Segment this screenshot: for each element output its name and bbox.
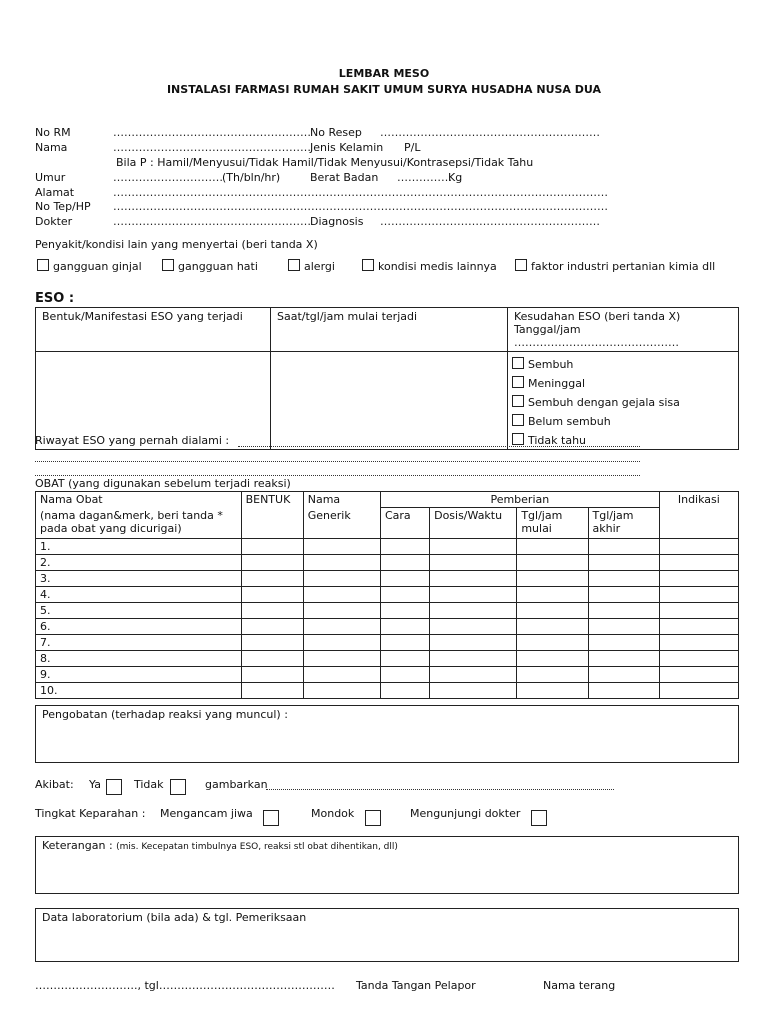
akibat-tidak-checkbox[interactable]	[170, 779, 186, 795]
obat-cell[interactable]	[430, 618, 517, 634]
obat-cell[interactable]	[430, 538, 517, 554]
checkbox-icon[interactable]	[162, 259, 174, 271]
dokter-field[interactable]: ………………………………………………	[113, 215, 311, 228]
bila-p-options[interactable]: Bila P : Hamil/Menyusui/Tidak Hamil/Tidak Menyusui/Kontrasepsi/Tidak Tahu	[116, 156, 534, 169]
alamat-field[interactable]: ………………………………………………………………………………………………………………………	[113, 186, 608, 199]
institution-name: INSTALASI FARMASI RUMAH SAKIT UMUM SURYA HUSADHA NUSA DUA	[166, 83, 602, 96]
keparahan-opt3-checkbox[interactable]	[531, 810, 547, 826]
form-title: LEMBAR MESO	[338, 67, 430, 80]
no-tep-field[interactable]: ………………………………………………………………………………………………………………………	[113, 200, 608, 213]
obat-cell[interactable]	[241, 586, 303, 602]
obat-cell[interactable]	[517, 586, 588, 602]
keparahan-opt1-label: Mengancam jiwa	[160, 807, 253, 820]
obat-cell[interactable]	[517, 666, 588, 682]
obat-cell[interactable]	[241, 602, 303, 618]
obat-cell[interactable]	[659, 618, 738, 634]
obat-row-number[interactable]: 5.	[36, 602, 242, 618]
no-resep-label: No Resep	[310, 126, 362, 139]
obat-cell[interactable]	[430, 570, 517, 586]
obat-cell[interactable]	[430, 650, 517, 666]
outcome-tidak-tahu[interactable]: Tidak tahu	[512, 433, 732, 447]
obat-cell[interactable]	[430, 586, 517, 602]
berat-badan-field[interactable]: ……………	[397, 171, 452, 184]
tgl-field[interactable]: ………………………., tgl…………………………………………	[35, 979, 335, 992]
obat-row	[36, 602, 739, 618]
obat-cell[interactable]	[303, 602, 380, 618]
col-cara: Cara	[380, 508, 429, 539]
gambarkan-field[interactable]	[266, 789, 614, 790]
obat-row	[36, 634, 739, 650]
obat-cell[interactable]	[241, 538, 303, 554]
obat-cell[interactable]	[659, 634, 738, 650]
obat-cell[interactable]	[430, 554, 517, 570]
col-pemberian: Pemberian	[380, 492, 659, 508]
tanda-tangan-label: Tanda Tangan Pelapor	[356, 979, 476, 992]
eso-col-saat: Saat/tgl/jam mulai terjadi	[271, 308, 508, 352]
obat-cell[interactable]	[588, 666, 659, 682]
obat-cell[interactable]	[659, 602, 738, 618]
obat-cell[interactable]	[380, 570, 429, 586]
obat-cell[interactable]	[303, 570, 380, 586]
obat-cell[interactable]	[380, 554, 429, 570]
tanggal-label: Tanggal/jam	[514, 323, 581, 336]
nama-label: Nama	[35, 141, 68, 154]
umur-field[interactable]: …………………………	[113, 171, 223, 184]
obat-cell[interactable]	[380, 666, 429, 682]
obat-cell[interactable]	[517, 650, 588, 666]
obat-cell[interactable]	[241, 570, 303, 586]
checkbox-icon[interactable]	[512, 376, 524, 388]
obat-cell[interactable]	[303, 682, 380, 698]
umur-label: Umur	[35, 171, 66, 184]
obat-cell[interactable]	[241, 554, 303, 570]
obat-table	[35, 491, 739, 699]
checkbox-icon[interactable]	[515, 259, 527, 271]
obat-row-number[interactable]: 7.	[36, 634, 242, 650]
checkbox-icon[interactable]	[37, 259, 49, 271]
riwayat-line-3[interactable]	[35, 475, 640, 476]
obat-cell[interactable]	[380, 634, 429, 650]
outcome-sembuh-gejala[interactable]: Sembuh dengan gejala sisa	[512, 395, 732, 409]
obat-cell[interactable]	[659, 538, 738, 554]
eso-heading: ESO :	[35, 291, 75, 306]
keparahan-opt1-checkbox[interactable]	[263, 810, 279, 826]
obat-cell[interactable]	[517, 570, 588, 586]
akibat-label: Akibat:	[35, 778, 74, 791]
col-tgl-mulai: Tgl/jam mulai	[517, 508, 588, 539]
eso-saat-cell[interactable]	[271, 352, 508, 450]
no-rm-field[interactable]: ………………………………………………	[113, 126, 311, 139]
obat-cell[interactable]	[303, 618, 380, 634]
obat-row-number[interactable]: 2.	[36, 554, 242, 570]
akibat-ya-checkbox[interactable]	[106, 779, 122, 795]
diagnosis-label: Diagnosis	[310, 215, 364, 228]
col-bentuk: BENTUK	[241, 492, 303, 508]
obat-cell[interactable]	[380, 682, 429, 698]
obat-cell[interactable]	[430, 634, 517, 650]
umur-unit: (Th/bln/hr)	[222, 171, 281, 184]
obat-cell[interactable]	[303, 538, 380, 554]
obat-cell[interactable]	[430, 682, 517, 698]
obat-cell[interactable]	[517, 602, 588, 618]
obat-cell[interactable]	[517, 682, 588, 698]
pengobatan-label: Pengobatan (terhadap reaksi yang muncul) :	[42, 708, 288, 721]
nama-terang-label: Nama terang	[543, 979, 616, 992]
obat-row	[36, 618, 739, 634]
option-gangguan-hati[interactable]: gangguan hati	[162, 259, 258, 273]
obat-row-number[interactable]: 3.	[36, 570, 242, 586]
col-nama-obat-note: (nama dagan&merk, beri tanda * pada obat yang dicurigai)	[36, 508, 242, 539]
obat-cell[interactable]	[588, 682, 659, 698]
obat-cell[interactable]	[659, 650, 738, 666]
checkbox-icon[interactable]	[512, 395, 524, 407]
obat-row	[36, 682, 739, 698]
obat-cell[interactable]	[659, 554, 738, 570]
obat-cell[interactable]	[380, 602, 429, 618]
obat-heading: OBAT (yang digunakan sebelum terjadi reaksi)	[35, 477, 291, 490]
col-indikasi: Indikasi	[659, 492, 738, 508]
obat-row	[36, 570, 739, 586]
no-rm-label: No RM	[35, 126, 71, 139]
obat-cell[interactable]	[659, 570, 738, 586]
obat-cell[interactable]	[588, 538, 659, 554]
obat-cell[interactable]	[303, 634, 380, 650]
option-alergi[interactable]: alergi	[288, 259, 335, 273]
akibat-ya-label: Ya	[89, 778, 101, 791]
obat-cell[interactable]	[380, 618, 429, 634]
obat-row-number[interactable]: 8.	[36, 650, 242, 666]
obat-cell[interactable]	[241, 618, 303, 634]
col-nama-generik-1: Nama	[303, 492, 380, 508]
penyakit-label: Penyakit/kondisi lain yang menyertai (beri tanda X)	[35, 238, 318, 251]
checkbox-icon[interactable]	[362, 259, 374, 271]
diagnosis-field[interactable]: ……………………………………………………	[380, 215, 600, 228]
jenis-kelamin-value[interactable]: P/L	[404, 141, 421, 154]
berat-badan-unit: Kg	[448, 171, 463, 184]
obat-cell[interactable]	[517, 538, 588, 554]
col-nama-generik-2: Generik	[303, 508, 380, 539]
obat-cell[interactable]	[588, 586, 659, 602]
obat-row	[36, 538, 739, 554]
obat-cell[interactable]	[241, 682, 303, 698]
obat-cell[interactable]	[588, 554, 659, 570]
obat-row-number[interactable]: 10.	[36, 682, 242, 698]
obat-cell[interactable]	[430, 666, 517, 682]
obat-cell[interactable]	[588, 650, 659, 666]
obat-cell[interactable]	[303, 650, 380, 666]
keterangan-note: (mis. Kecepatan timbulnya ESO, reaksi stl obat dihentikan, dll)	[116, 842, 398, 852]
obat-cell[interactable]	[588, 570, 659, 586]
obat-cell[interactable]	[303, 554, 380, 570]
obat-cell[interactable]	[430, 602, 517, 618]
tanggal-field[interactable]: ………………………………………	[514, 336, 679, 349]
no-tep-label: No Tep/HP	[35, 200, 91, 213]
eso-col-kesudahan: Kesudahan ESO (beri tanda X) Tanggal/jam ………………………………………	[508, 308, 739, 352]
checkbox-icon[interactable]	[288, 259, 300, 271]
checkbox-icon[interactable]	[512, 414, 524, 426]
col-nama-obat: Nama Obat	[36, 492, 242, 508]
obat-row	[36, 666, 739, 682]
obat-cell[interactable]	[659, 586, 738, 602]
obat-cell[interactable]	[241, 666, 303, 682]
obat-cell[interactable]	[588, 602, 659, 618]
gambarkan-label: gambarkan	[205, 778, 268, 791]
eso-table	[35, 307, 739, 450]
obat-cell[interactable]	[659, 666, 738, 682]
obat-cell[interactable]	[380, 586, 429, 602]
no-resep-field[interactable]: ……………………………………………………	[380, 126, 600, 139]
eso-outcome-cell	[508, 352, 739, 450]
jenis-kelamin-label: Jenis Kelamin	[310, 141, 384, 154]
obat-row	[36, 554, 739, 570]
option-kondisi-medis[interactable]: kondisi medis lainnya	[362, 259, 497, 273]
option-gangguan-ginjal[interactable]: gangguan ginjal	[37, 259, 142, 273]
riwayat-label: Riwayat ESO yang pernah dialami :	[35, 434, 230, 447]
nama-field[interactable]: ………………………………………………	[113, 141, 311, 154]
lab-label: Data laboratorium (bila ada) & tgl. Pemeriksaan	[42, 911, 307, 924]
riwayat-line-2[interactable]	[35, 461, 640, 462]
lab-box[interactable]	[35, 908, 739, 962]
obat-cell[interactable]	[588, 634, 659, 650]
obat-row-number[interactable]: 1.	[36, 538, 242, 554]
akibat-tidak-label: Tidak	[134, 778, 164, 791]
obat-cell[interactable]	[659, 682, 738, 698]
outcome-sembuh[interactable]: Sembuh	[512, 357, 732, 371]
obat-row-number[interactable]: 9.	[36, 666, 242, 682]
col-dosis: Dosis/Waktu	[430, 508, 517, 539]
keterangan-box[interactable]	[35, 836, 739, 894]
pengobatan-box[interactable]	[35, 705, 739, 763]
berat-badan-label: Berat Badan	[310, 171, 379, 184]
keparahan-opt2-label: Mondok	[311, 807, 355, 820]
obat-cell[interactable]	[303, 666, 380, 682]
checkbox-icon[interactable]	[512, 433, 524, 445]
obat-cell[interactable]	[303, 586, 380, 602]
outcome-meninggal[interactable]: Meninggal	[512, 376, 732, 390]
obat-row	[36, 586, 739, 602]
obat-row-number[interactable]: 4.	[36, 586, 242, 602]
option-faktor-industri[interactable]: faktor industri pertanian kimia dll	[515, 259, 715, 273]
dokter-label: Dokter	[35, 215, 73, 228]
checkbox-icon[interactable]	[512, 357, 524, 369]
outcome-belum-sembuh[interactable]: Belum sembuh	[512, 414, 732, 428]
obat-cell[interactable]	[517, 634, 588, 650]
keparahan-opt2-checkbox[interactable]	[365, 810, 381, 826]
alamat-label: Alamat	[35, 186, 75, 199]
obat-cell[interactable]	[241, 634, 303, 650]
obat-cell[interactable]	[380, 650, 429, 666]
obat-cell[interactable]	[517, 618, 588, 634]
col-tgl-akhir: Tgl/jam akhir	[588, 508, 659, 539]
obat-cell[interactable]	[517, 554, 588, 570]
obat-cell[interactable]	[588, 618, 659, 634]
obat-row	[36, 650, 739, 666]
eso-col-bentuk: Bentuk/Manifestasi ESO yang terjadi	[36, 308, 271, 352]
obat-cell[interactable]	[380, 538, 429, 554]
obat-cell[interactable]	[241, 650, 303, 666]
keparahan-opt3-label: Mengunjungi dokter	[410, 807, 521, 820]
keparahan-label: Tingkat Keparahan :	[35, 807, 146, 820]
keterangan-label: Keterangan :	[42, 839, 113, 852]
obat-row-number[interactable]: 6.	[36, 618, 242, 634]
riwayat-line-1[interactable]	[238, 446, 640, 447]
